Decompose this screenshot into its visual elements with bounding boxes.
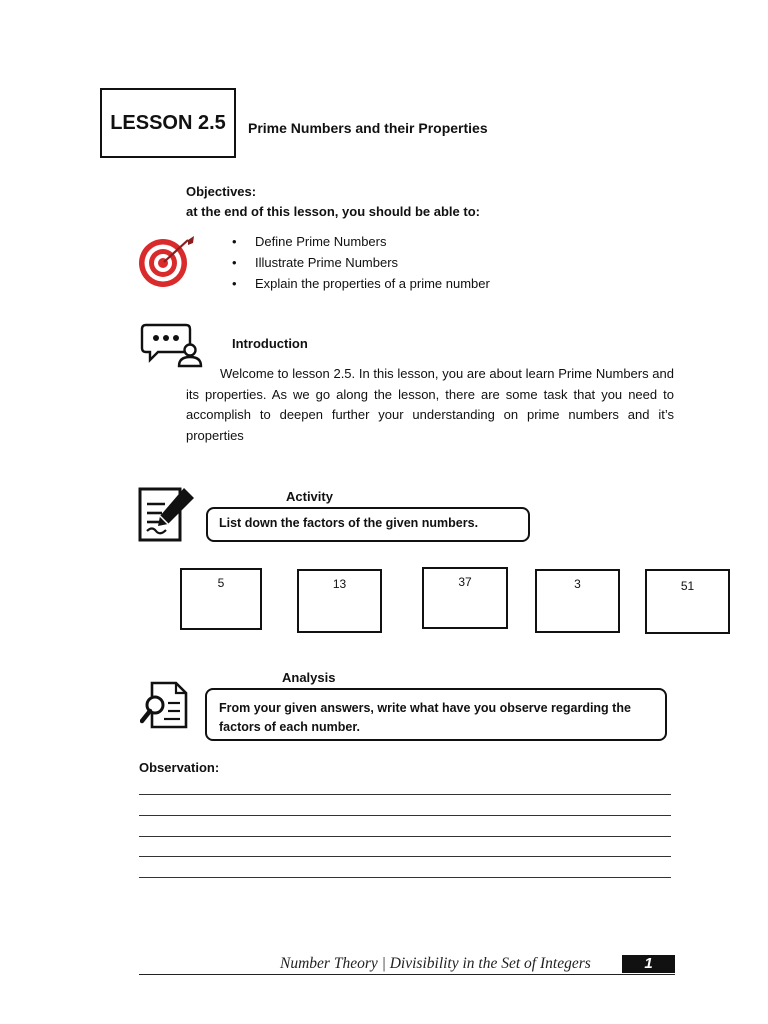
given-number: 5 <box>217 576 225 590</box>
activity-heading: Activity <box>286 489 333 504</box>
lesson-title: Prime Numbers and their Properties <box>248 120 488 136</box>
analysis-instruction-box <box>205 688 667 741</box>
objectives-heading <box>186 182 480 222</box>
number-answer-box-13[interactable] <box>297 569 382 633</box>
introduction-text: Welcome to lesson 2.5. In this lesson, you are about learn Prime Numbers and its properties. As we go along the lesson, there are some task that you need to accomplish to deepen further your understanding on prime numbers and it’s properties <box>186 366 674 444</box>
activity-instruction-box <box>206 507 530 542</box>
lesson-number: LESSON 2.5 <box>110 111 226 134</box>
chat-user-icon <box>140 322 204 368</box>
observation-answer-line[interactable] <box>139 836 671 837</box>
list-item: • Define Prime Numbers <box>232 234 490 255</box>
given-number: 51 <box>680 579 695 593</box>
observation-answer-line[interactable] <box>139 794 671 795</box>
analysis-heading: Analysis <box>282 670 336 685</box>
lesson-number-box <box>100 88 236 158</box>
edit-document-icon <box>138 486 196 542</box>
search-document-icon <box>140 681 192 731</box>
observation-answer-line[interactable] <box>139 815 671 816</box>
target-icon <box>138 234 198 290</box>
given-number: 13 <box>332 577 347 591</box>
given-number: 37 <box>458 575 472 589</box>
observation-answer-line[interactable] <box>139 856 671 857</box>
given-number: 3 <box>574 577 581 591</box>
number-answer-box-5[interactable] <box>180 568 262 630</box>
activity-instruction: List down the factors of the given numbers. <box>219 516 479 530</box>
footer-text: Number Theory | Divisibility in the Set of Integers <box>280 955 591 972</box>
page-number: 1 <box>622 955 675 973</box>
footer-divider <box>139 974 675 975</box>
number-answer-box-3[interactable] <box>535 569 620 633</box>
observation-heading: Observation: <box>139 760 220 775</box>
list-item: • Explain the properties of a prime number <box>232 276 490 297</box>
number-answer-box-37[interactable] <box>422 567 508 629</box>
number-answer-box-51[interactable] <box>645 569 730 634</box>
objectives-title: Objectives: <box>186 184 257 199</box>
objectives-subheading: at the end of this lesson, you should be able to: <box>186 204 480 219</box>
analysis-instruction: From your given answers, write what have you observe regarding the factors of each number. <box>219 701 631 734</box>
objectives-list <box>232 234 490 297</box>
observation-answer-line[interactable] <box>139 877 671 878</box>
introduction-heading: Introduction <box>232 336 308 351</box>
list-item: • Illustrate Prime Numbers <box>232 255 490 276</box>
